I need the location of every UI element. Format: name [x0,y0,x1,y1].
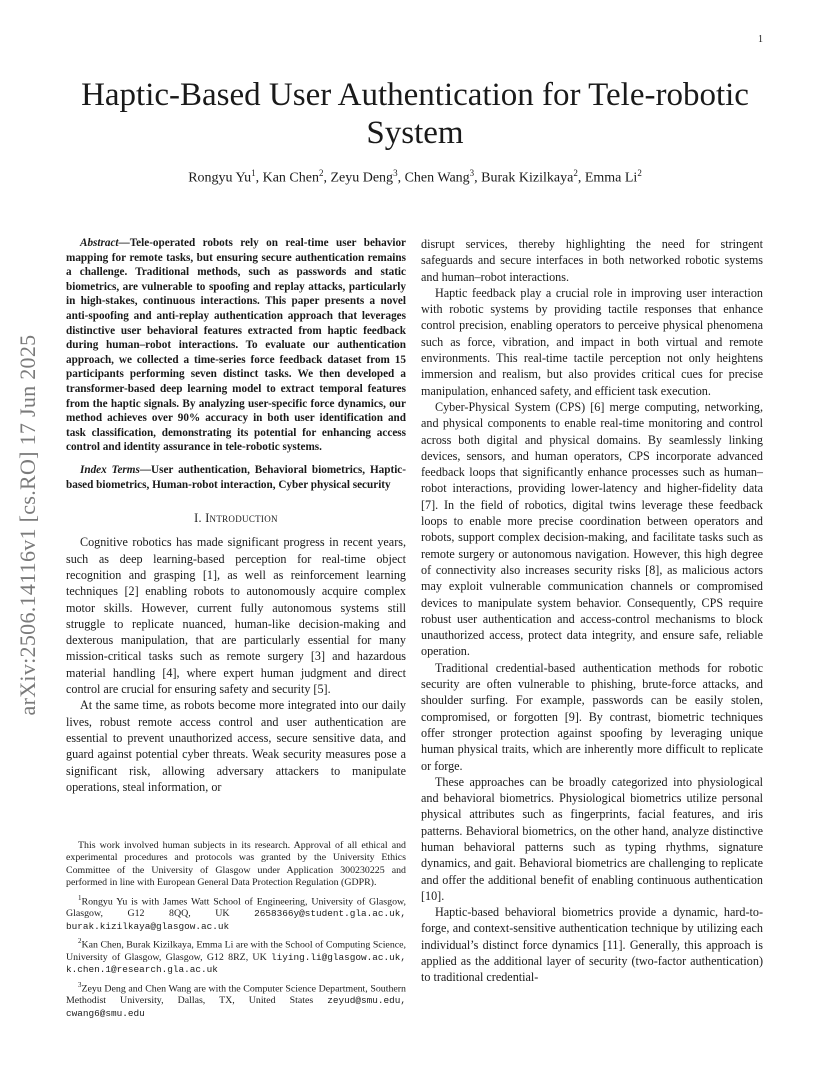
body-paragraph: These approaches can be broadly categorized into physiological and behavioral biometrics. Physiological biometrics utilize personal physical attributes such as fingerprints, facial features, and iris patterns. Behavioral biometrics, on the other hand, analyze distinctive human behavioral patterns such as typing rhythms, signature dynamics, and gait. Behavioral biometrics are challenging to replicate and offer the additional benefit of enabling continuous authentication [10]. [421,774,763,903]
footnote-text: Kan Chen, Burak Kizilkaya, Emma Li are with the School of Computing Science, University of Glasgow, Glasgow, G12 8RZ, UK [66,939,406,963]
author-name: Chen Wang [404,170,470,186]
abstract-label: Abstract [80,237,119,249]
author-separator: , [577,170,585,186]
paper-title: Haptic-Based User Authentication for Tele-robotic System [81,77,749,151]
author-affiliation-marker: 3 [393,168,398,178]
author-name: Emma Li [584,170,638,186]
section-numeral: I. [194,511,206,526]
section-heading [66,510,406,526]
index-terms-label: Index Terms [80,463,140,476]
body-paragraph: disrupt services, thereby highlighting the need for stringent safeguards and secure interfaces in both networked robotic systems and human–robot interactions. [421,237,763,284]
footnote-emails: 2658366y@student.gla.ac.uk, burak.kizilkaya@glasgow.ac.uk [66,908,406,932]
author-affiliation-marker: 2 [637,168,642,178]
abstract-text: —Tele-operated robots rely on real-time user behavior mapping for remote tasks, but ensuring secure authentication remains a challenge. Traditional methods, such as passwords and static biometrics, are vulnerable to spoofing and replay attacks, particularly in high-stakes, continuous interactions. This paper presents a novel anti-spoofing and anti-replay authentication approach that leverages distinctive user behavioral features extracted from haptic feedback during human–robot interactions. To evaluate our authentication approach, we collected a time-series force feedback dataset from 15 participants performing seven distinct tasks. We then developed a transformer-based deep learning model to extract temporal features from the haptic signals. By analyzing user-specific force dynamics, our method achieves over 90% accuracy in both user identification and task classification, demonstrating its potential for enhancing access control and identity assurance in tele-robotic systems. [66,237,406,454]
body-paragraph: Cognitive robotics has made significant progress in recent years, such as deep learning-based perception for real-time object recognition and grasping [1], as well as reinforcement learning techniques [2] enabling robots to autonomously acquire complex motor skills. However, current fully autonomous systems still struggle to replicate nuanced, human-like decision-making and dexterous manipulation, that are particularly essential for many mission-critical tasks such as remote surgery [3] and hazardous material handling [4], where expert human judgment and direct control are crucial for ensuring safety and security [5]. [66,535,406,697]
body-paragraph: Haptic feedback play a crucial role in improving user interaction with robotic systems by providing tactile responses that enhance control precision, enabling operators to perceive physical phenomena such as force, vibration, and impact in both virtual and remote environments. This real-time tactile perception not only heightens immersion and realism, but also provides critical cues for precise manipulation, enhanced safety, and efficient task execution. [421,285,763,398]
body-paragraph: Haptic-based behavioral biometrics provide a dynamic, hard-to-forge, and context-sensitive authentication technique by utilizing each individual’s distinct force dynamics [11]. Generally, this approach is applied as the additional layer of security (two-factor authentication) to traditional credential- [421,905,763,985]
author-list [70,168,760,187]
footnote-marker: 1 [78,893,82,902]
arxiv-identifier-text: arXiv:2506.14116v1 [cs.RO] 17 Jun 2025 [15,334,40,716]
ethics-footnote: This work involved human subjects in its research. Approval of all ethical and experimental procedures and protocols was granted by the University Ethics Committee of the University of Glasgow under Application 300230225 and performed in line with European General Data Protection Regulation (GDPR). [66,840,406,889]
author-separator: , [474,170,482,186]
section-title: Introduction [205,511,278,526]
author-name: Kan Chen [262,170,319,186]
footnote-2 [66,935,406,977]
index-terms-text: —User authentication, Behavioral biometrics, Haptic-based biometrics, Human-robot interaction, Cyber physical security [66,463,406,491]
footnote-marker: 3 [78,980,82,989]
body-paragraph: Cyber-Physical System (CPS) [6] merge computing, networking, and physical components to enable real-time monitoring and control across both digital and physical domains. By seamlessly linking devices, sensors, and human operators, CPS incorporate advanced feedback loops that significantly enhance processes such as human–robot interactions, providing lower-latency and higher-fidelity data [7]. In the field of robotics, digital twins leverage these feedback loops to enable more precise coordination between operators and robots, support complex decision-making, and facilitate tasks such as remote surgery or autonomous navigation. However, this high degree of connectivity also increases security risks [8], as malicious actors may exploit vulnerable communication channels or compromised devices to manipulate system behavior. Consequently, CPS require robust user authentication and access-control mechanisms to block unauthorized access, protect data integrity, and ensure safe, reliable operation. [421,399,763,659]
author-name: Rongyu Yu [188,170,252,186]
footnote-emails: liying.li@glasgow.ac.uk, k.chen.1@research.gla.ac.uk [66,951,406,976]
author-separator: , [255,170,263,186]
arxiv-identifier [8,290,48,760]
author-affiliation-marker: 3 [469,168,475,178]
abstract [66,236,406,455]
page-number: 1 [758,34,763,45]
author-affiliation-marker: 1 [251,168,256,178]
footnotes [66,840,406,1022]
footnote-1 [66,892,406,934]
footnote-text: Zeyu Deng and Chen Wang are with the Computer Science Department, Southern Methodist University, Dallas, TX, United States [66,982,406,1007]
footnote-3 [66,979,406,1021]
footnote-emails: zeyud@smu.edu, cwang6@smu.edu [66,995,406,1019]
body-paragraph: At the same time, as robots become more integrated into our daily lives, robust remote access control and user authentication are essential to prevent unauthorized access, secure sensitive data, and guard against potential cyber threats. Weak security measures pose a significant risk, allowing adversary attackers to manipulate operations, steal information, or [66,698,406,794]
index-terms [66,463,406,492]
author-separator: , [323,170,331,186]
footnote-text: Rongyu Yu is with James Watt School of Engineering, University of Glasgow, Glasgow, G12 8QQ, UK [66,895,406,920]
body-paragraph: Traditional credential-based authentication methods for robotic security are often vulnerable to phishing, brute-force attacks, and shoulder surfing. For example, passwords can be easily stolen, compromised, or forgotten [9]. By contrast, biometric techniques offer stronger protection against spoofing by leveraging unique human physical traits, which are inherently more difficult to replicate or forge. [421,660,763,773]
author-name: Zeyu Deng [330,170,394,186]
author-affiliation-marker: 2 [318,168,324,178]
footnote-marker: 2 [78,937,82,946]
author-name: Burak Kizilkaya [481,170,574,186]
author-separator: , [397,170,405,186]
right-column [421,236,763,986]
left-column [66,236,406,795]
author-affiliation-marker: 2 [573,168,578,178]
